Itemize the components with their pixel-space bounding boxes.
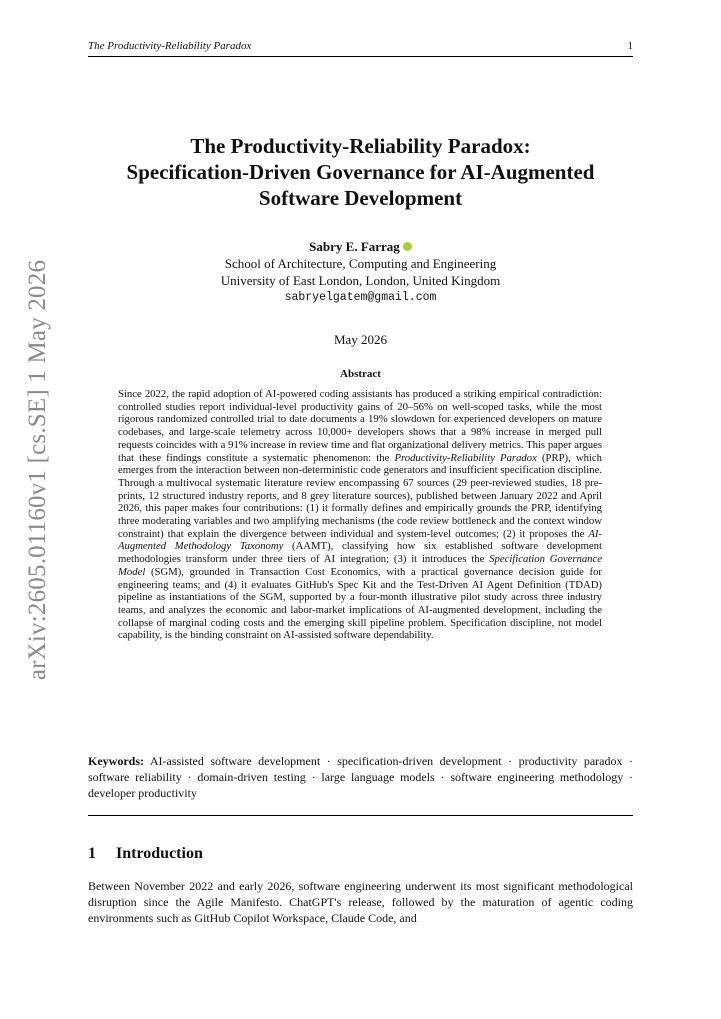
- publication-date: May 2026: [333, 332, 388, 347]
- author-affiliation: School of Architecture, Computing and Engineering: [224, 256, 497, 271]
- running-head-title: The Productivity-Reliability Paradox: [88, 40, 252, 52]
- section-title: Introduction: [116, 845, 203, 862]
- introduction-text: Between November 2022 and early 2026, software engineering underwent its most significant methodological disruption since the Agile Manifesto. ChatGPT's release, followed by the maturation of agentic coding environments such as GitHub Copilot Workspace, Claude Code, and: [88, 879, 633, 925]
- orcid-icon[interactable]: [403, 242, 412, 251]
- abstract-heading: Abstract: [340, 368, 381, 380]
- section-heading: [88, 845, 633, 863]
- abstract-part: (PRP), which emerges from the interaction between non-deterministic code generators and insufficient specification discipline. Through a multivocal systematic literature review encompassing 67 sources (29 peer-reviewed studies, 18 pre-prints, 12 structured industry reports, and 8 grey literature sources), published between January 2022 and April 2026, this paper makes four contributions: (1) it formally defines and empirically grounds the PRP, identifying three moderating variables and two amplifying mechanisms (the code review bottleneck and the context window constraint) that explain the divergence between individual and system-level outcomes; (2) it proposes the: [118, 451, 602, 540]
- running-head: [88, 40, 633, 57]
- keywords: [88, 753, 633, 801]
- page-number: 1: [627, 40, 633, 52]
- section-number: 1: [88, 845, 96, 862]
- abstract-text: [118, 388, 602, 642]
- author-email[interactable]: sabryelgatem@gmail.com: [284, 291, 437, 304]
- title-line: The Productivity-Reliability Paradox:: [190, 134, 531, 158]
- abstract-part: (AAMT), classifying how six established software development methodologies transform under three tiers of AI integration; (3) it introduces the: [118, 540, 602, 566]
- aamt-term: AI-Augmented Methodology Taxonomy: [118, 527, 602, 553]
- author-university: University of East London, London, United Kingdom: [220, 273, 501, 288]
- arxiv-identifier: arXiv:2605.01160v1 [cs.SE] 1 May 2026: [24, 259, 51, 681]
- author-name: Sabry E. Farrag: [309, 239, 400, 254]
- section-divider: [88, 815, 633, 816]
- keywords-label: Keywords:: [88, 754, 144, 768]
- author-block: [88, 238, 633, 306]
- abstract-part: Since 2022, the rapid adoption of AI-powered coding assistants has produced a striking empirical contradiction: controlled studies report individual-level productivity gains of 20–56% on well-scoped tasks, while the most rigorous randomized controlled trial to date documents a 19% slowdown for experienced developers on mature codebases, and large-scale telemetry across 10,000+ developers shows that a 98% increase in merged pull requests coincides with a 91% increase in review time and flat organizational delivery metrics. This paper argues that these findings constitute a systematic phenomenon: the: [118, 388, 602, 464]
- abstract-part: (SGM), grounded in Transaction Cost Economics, with a practical governance decision guide for engineering teams; and (4) it evaluates GitHub's Spec Kit and the Test-Driven AI Agent Definition (TDAD) pipeline as instantiations of the SGM, supported by a four-month illustrative pilot study across three industry teams, and analyzes the economic and labor-market implications of AI-augmented development, including the collapse of marginal coding costs and the emerging skill pipeline problem. Specification discipline, not model capability, is the binding constraint on AI-assisted software dependability.: [118, 565, 602, 642]
- sgm-term: Specification Governance Model: [118, 553, 602, 578]
- title-line: Specification-Driven Governance for AI-Augmented: [126, 160, 595, 184]
- keywords-text: AI-assisted software development · specification-driven development · productivity paradox · software reliability · domain-driven testing · large language models · software engineering methodology · developer productivity: [88, 754, 633, 800]
- title-line: Software Development: [258, 186, 463, 210]
- paper-title: [88, 133, 633, 211]
- prp-term: Productivity-Reliability Paradox: [394, 451, 537, 464]
